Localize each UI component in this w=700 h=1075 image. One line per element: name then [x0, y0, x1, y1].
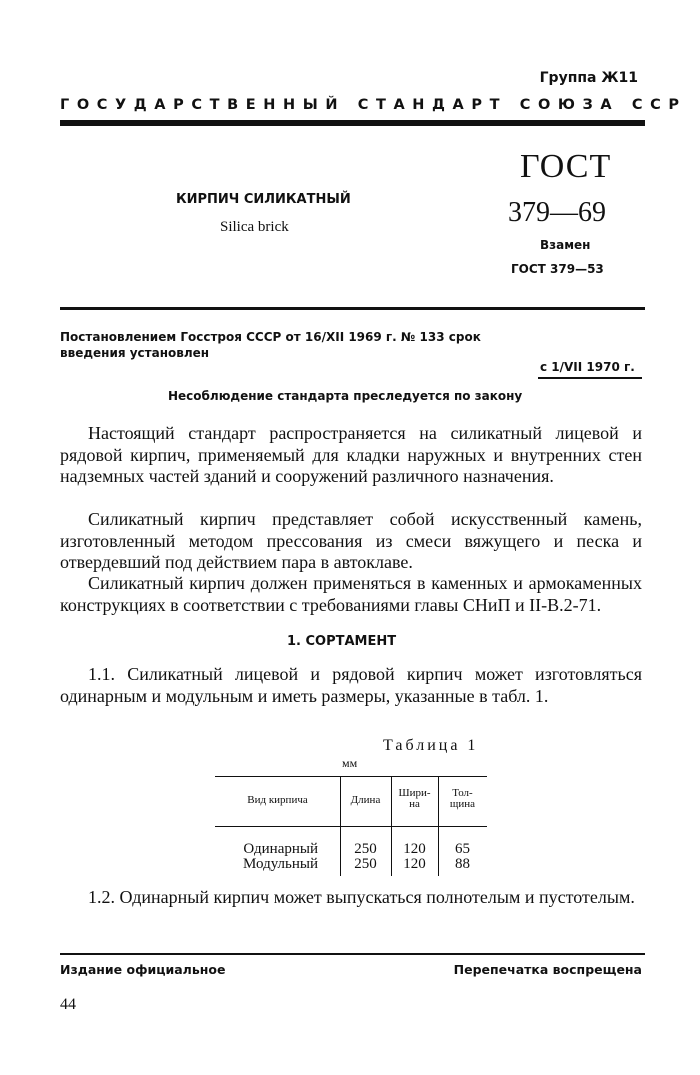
- gost-number: 379—69: [508, 197, 606, 228]
- header-width-line1: Шири-: [398, 787, 431, 799]
- row-modular-length: 250: [354, 856, 377, 872]
- header-kind: Вид кирпича: [247, 794, 308, 806]
- row-modular-thickness: 88: [455, 856, 470, 872]
- product-title: КИРПИЧ СИЛИКАТНЫЙ: [176, 192, 351, 207]
- header-thickness: [438, 788, 487, 810]
- table-top-rule: [215, 776, 487, 777]
- gost-label: ГОСТ: [520, 148, 612, 185]
- row-modular-kind: Модульный: [243, 856, 318, 872]
- row-single-kind: Одинарный: [243, 841, 318, 857]
- state-standard-title: ГОСУДАРСТВЕННЫЙ СТАНДАРТ СОЮЗА ССР: [60, 97, 687, 113]
- header-length: Длина: [350, 794, 381, 806]
- row-single-thickness: 65: [455, 841, 470, 857]
- replaces-label: Взамен: [540, 238, 591, 252]
- header-rule: [60, 120, 645, 126]
- page-number: 44: [60, 996, 76, 1013]
- replaces-number: ГОСТ 379—53: [511, 262, 604, 276]
- group-code: Группа Ж11: [539, 70, 638, 86]
- paragraph-1-1: 1.1. Силикатный лицевой и рядовой кирпич может изготовляться одинарным и модульным и иметь размеры, указанные в табл. 1.: [60, 664, 642, 706]
- row-modular-width: 120: [403, 856, 426, 872]
- law-notice: Несоблюдение стандарта преследуется по закону: [168, 389, 523, 403]
- header-thickness-line2: щина: [449, 798, 476, 810]
- paragraph-1-2: 1.2. Одинарный кирпич может выпускаться полнотелым и пустотелым.: [88, 887, 635, 907]
- paragraph-definition: Силикатный кирпич представляет собой искусственный камень, изготовленный методом прессования из смеси вяжущего и песка и отвердевший под действием пара в автоклаве.: [60, 509, 642, 572]
- paragraph-scope: Настоящий стандарт распространяется на силикатный лицевой и рядовой кирпич, применяемый для кладки наружных и внутренних стен надземных частей зданий и сооружений различного назначения.: [60, 423, 642, 486]
- table-header-rule: [215, 826, 487, 827]
- row-single-length: 250: [354, 841, 377, 857]
- table-unit: мм: [342, 756, 358, 770]
- footer-official-edition: Издание официальное: [60, 962, 226, 977]
- effective-date: с 1/VII 1970 г.: [540, 360, 635, 374]
- date-underline: [538, 377, 642, 379]
- header-width: [391, 788, 438, 810]
- footer-rule: [60, 953, 645, 955]
- header-width-line2: на: [409, 798, 420, 810]
- product-subtitle: Silica brick: [220, 219, 289, 235]
- footer-reprint-notice: Перепечатка воспрещена: [453, 962, 642, 977]
- section-heading: 1. СОРТАМЕНТ: [287, 634, 397, 649]
- section-rule: [60, 307, 645, 310]
- decree-text: Постановлением Госстроя СССР от 16/XII 1969 г. № 133 срок введения установлен: [60, 330, 481, 360]
- row-single-width: 120: [403, 841, 426, 857]
- paragraph-application: Силикатный кирпич должен применяться в каменных и армокаменных конструкциях в соответствии с требованиями главы СНиП и II-B.2-71.: [60, 573, 642, 615]
- table-caption: Таблица 1: [383, 737, 479, 754]
- header-thickness-line1: Тол-: [452, 787, 473, 799]
